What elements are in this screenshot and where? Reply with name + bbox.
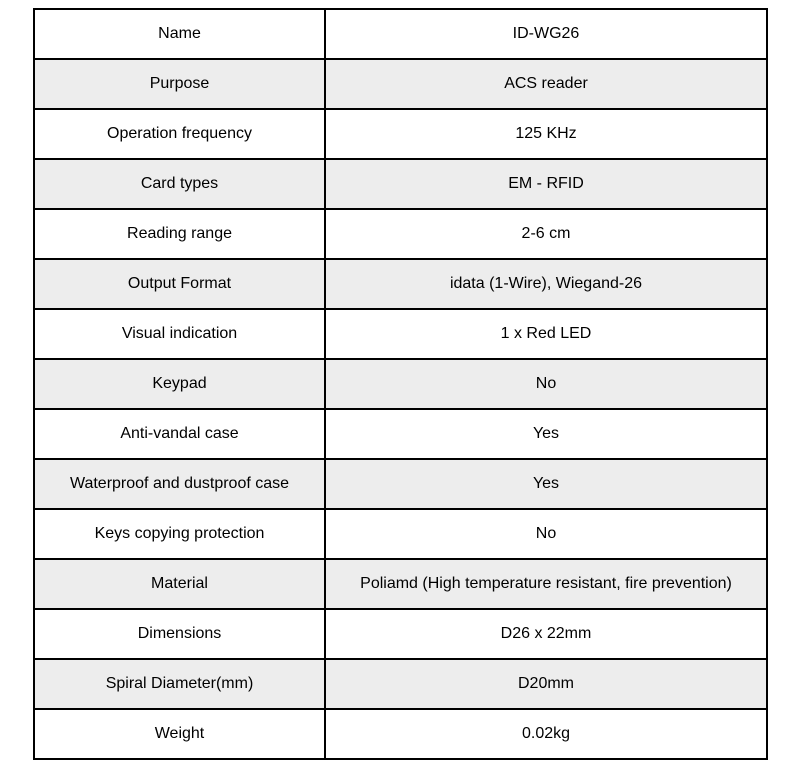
- table-row: [34, 259, 767, 309]
- table-row: [34, 559, 767, 609]
- table-row: [34, 459, 767, 509]
- table-row: [34, 359, 767, 409]
- row-value-keypad: No: [325, 359, 767, 409]
- row-value-purpose: ACS reader: [325, 59, 767, 109]
- table-row: [34, 409, 767, 459]
- row-value-material: Poliamd (High temperature resistant, fire prevention): [325, 559, 767, 609]
- row-label-visual-indication: Visual indication: [34, 309, 325, 359]
- row-label-material: Material: [34, 559, 325, 609]
- row-label-spiral-diameter: Spiral Diameter(mm): [34, 659, 325, 709]
- row-value-card-types: EM - RFID: [325, 159, 767, 209]
- spec-table: [33, 8, 768, 760]
- row-value-visual-indication: 1 x Red LED: [325, 309, 767, 359]
- row-label-waterproof-dustproof-case: Waterproof and dustproof case: [34, 459, 325, 509]
- row-label-weight: Weight: [34, 709, 325, 759]
- row-label-keys-copying-protection: Keys copying protection: [34, 509, 325, 559]
- table-row: [34, 59, 767, 109]
- row-value-dimensions: D26 x 22mm: [325, 609, 767, 659]
- table-row: [34, 609, 767, 659]
- spec-table-body: [34, 9, 767, 759]
- row-value-weight: 0.02kg: [325, 709, 767, 759]
- table-row: [34, 659, 767, 709]
- row-label-anti-vandal-case: Anti-vandal case: [34, 409, 325, 459]
- table-row: [34, 709, 767, 759]
- table-row: [34, 209, 767, 259]
- row-label-purpose: Purpose: [34, 59, 325, 109]
- row-label-operation-frequency: Operation frequency: [34, 109, 325, 159]
- row-label-keypad: Keypad: [34, 359, 325, 409]
- row-value-waterproof-dustproof-case: Yes: [325, 459, 767, 509]
- table-row: [34, 309, 767, 359]
- table-row: [34, 109, 767, 159]
- table-row: [34, 159, 767, 209]
- row-label-card-types: Card types: [34, 159, 325, 209]
- row-label-name: Name: [34, 9, 325, 59]
- row-value-spiral-diameter: D20mm: [325, 659, 767, 709]
- row-label-dimensions: Dimensions: [34, 609, 325, 659]
- row-value-output-format: idata (1-Wire), Wiegand-26: [325, 259, 767, 309]
- row-value-reading-range: 2-6 cm: [325, 209, 767, 259]
- table-row: [34, 9, 767, 59]
- row-value-operation-frequency: 125 KHz: [325, 109, 767, 159]
- row-label-reading-range: Reading range: [34, 209, 325, 259]
- row-value-keys-copying-protection: No: [325, 509, 767, 559]
- row-value-name: ID-WG26: [325, 9, 767, 59]
- table-row: [34, 509, 767, 559]
- row-label-output-format: Output Format: [34, 259, 325, 309]
- row-value-anti-vandal-case: Yes: [325, 409, 767, 459]
